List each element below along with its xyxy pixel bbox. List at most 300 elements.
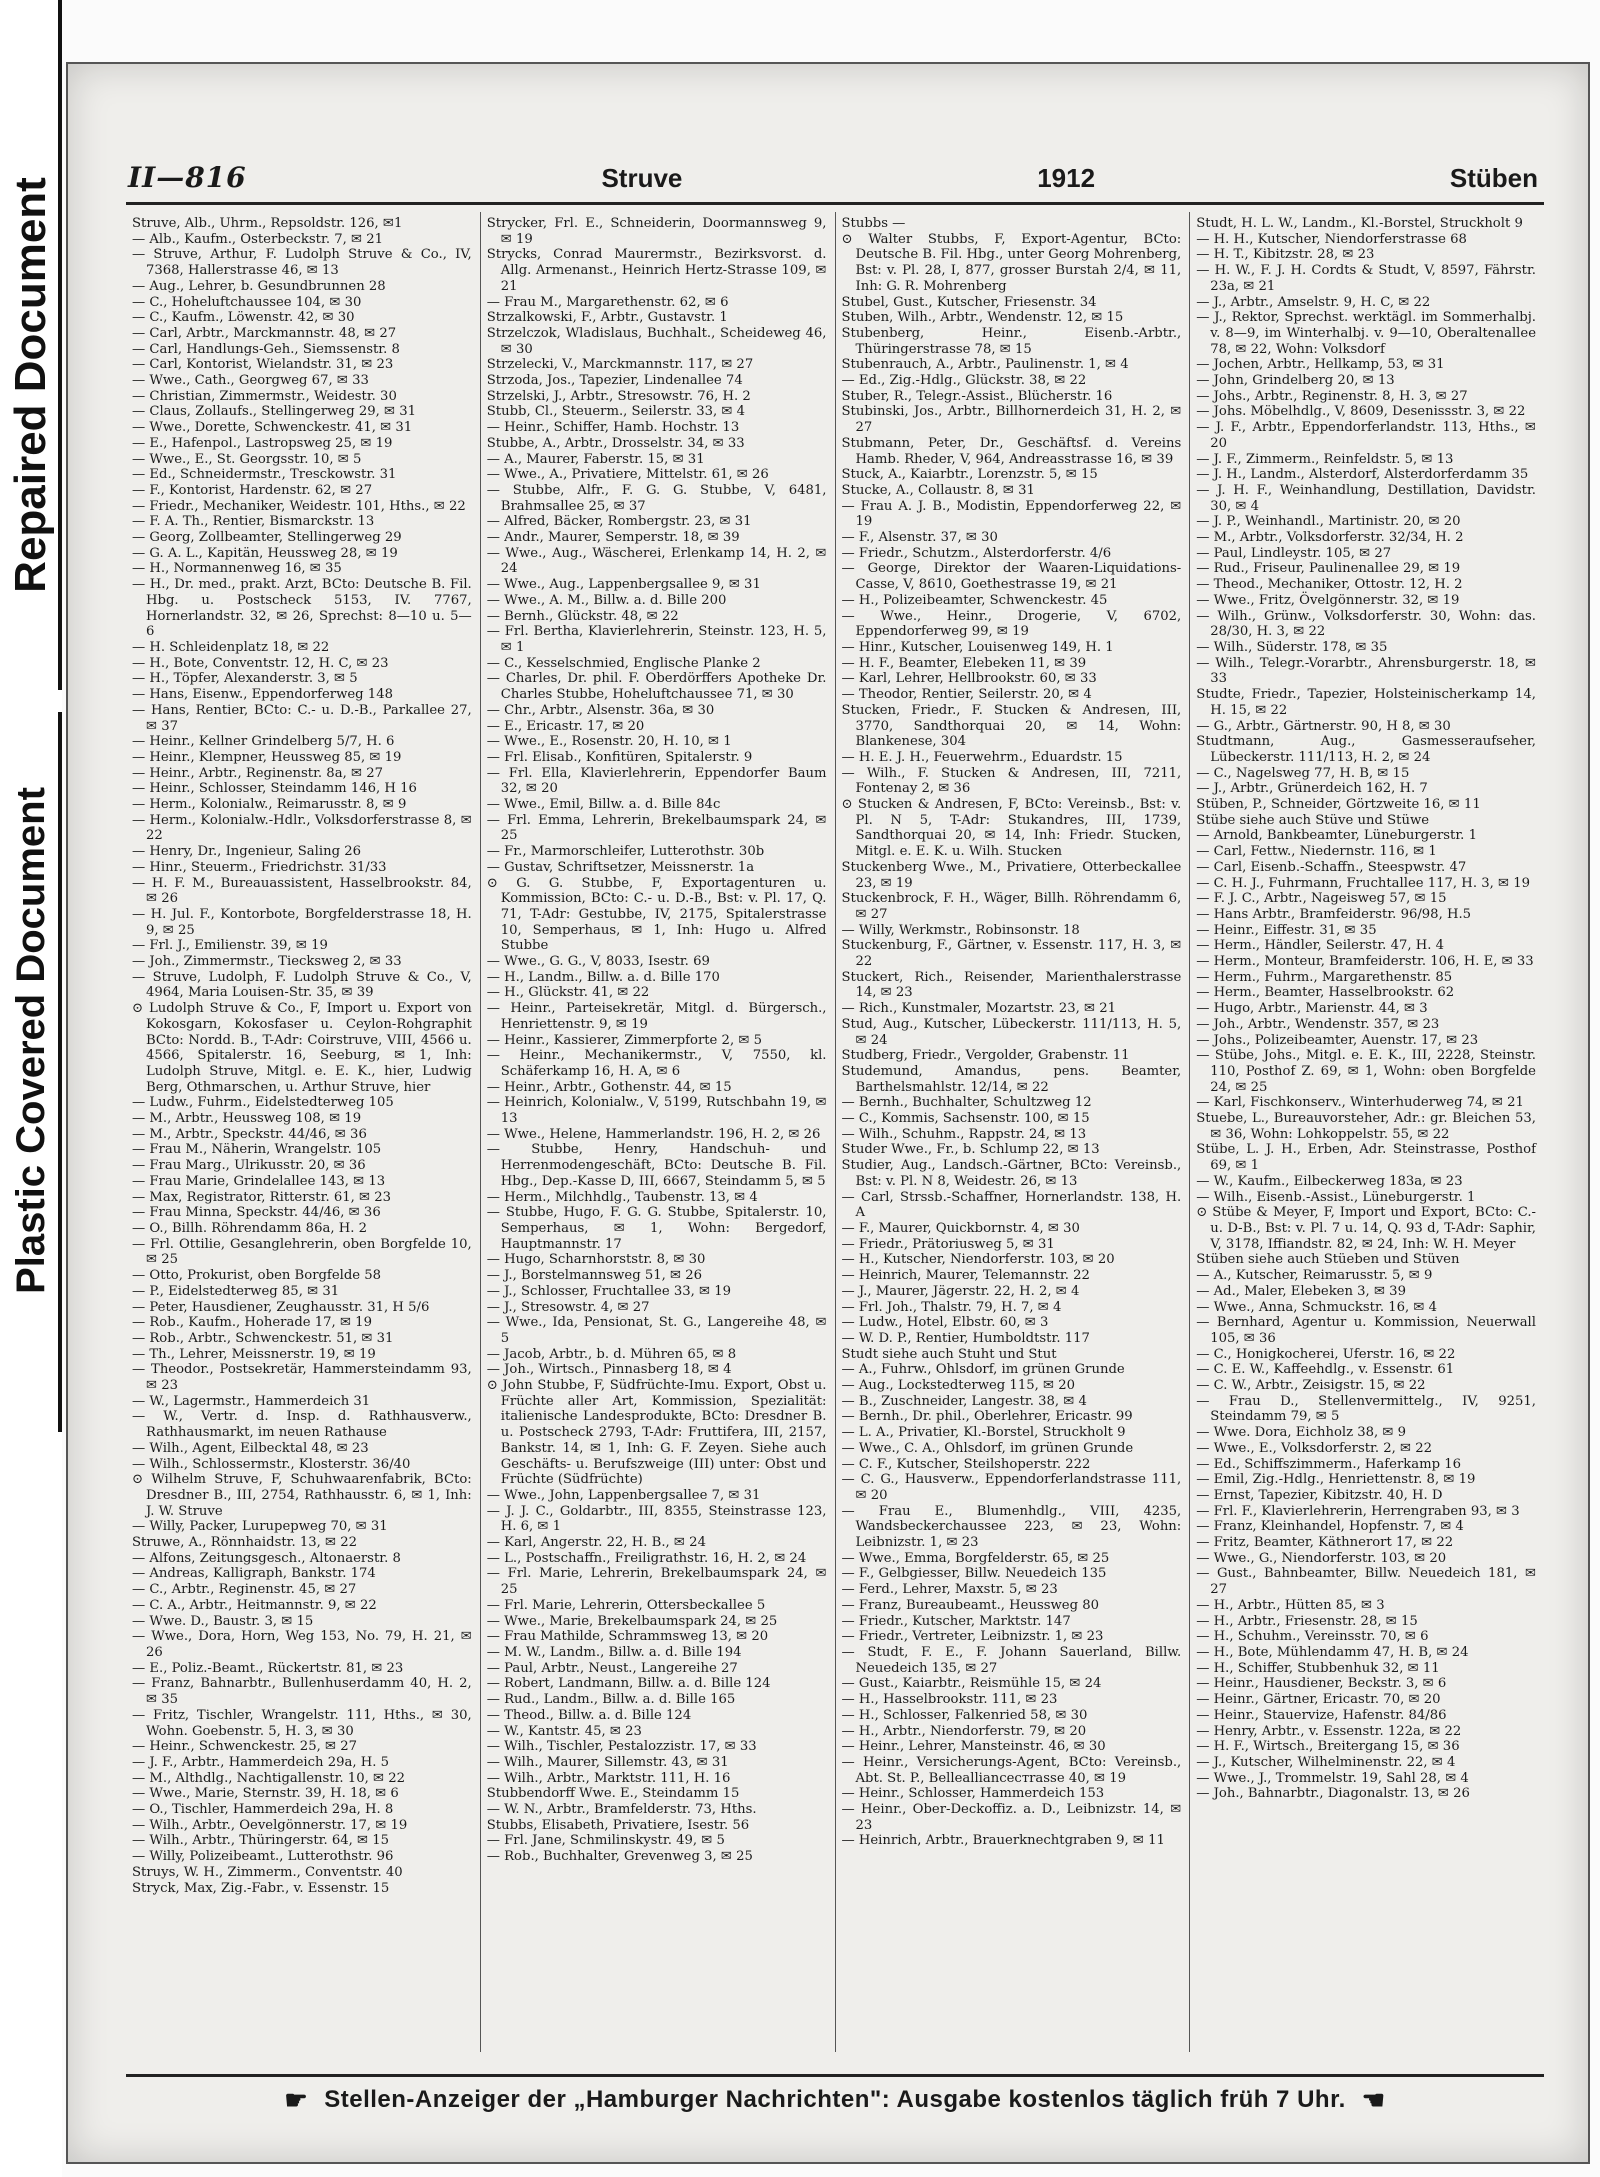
directory-entry: — Fr., Marmorschleifer, Lutterothstr. 30b <box>486 844 765 860</box>
directory-entry: — George, Direktor der Waaren-Liquidations-Casse, V, 8610, Goethestrasse 19, ✉ 21 <box>841 561 1182 593</box>
directory-entry: Strycker, Frl. E., Schneiderin, Doormannsweg 9, ✉ 19 <box>486 216 827 247</box>
directory-entry: — Andreas, Kalligraph, Bankstr. 174 <box>132 1566 376 1582</box>
directory-entry: — Frl. Marie, Lehrerin, Ottersbeckallee 5 <box>486 1597 766 1613</box>
directory-entry: — Ed., Schiffszimmerm., Haferkamp 16 <box>1196 1456 1462 1472</box>
directory-entry: — Stubbe, Alfr., F. G. G. Stubbe, V, 6481, Brahmsallee 25, ✉ 37 <box>486 482 827 514</box>
directory-entry: Stübe, L. J. H., Erben, Adr. Steinstrasse, Posthof 69, ✉ 1 <box>1196 1142 1536 1174</box>
footer-text: Stellen-Anzeiger der „Hamburger Nachrichten": Ausgabe kostenlos täglich früh 7 Uhr. <box>324 2086 1346 2113</box>
directory-entry: — Wwe., John, Lappenbergsallee 7, ✉ 31 <box>486 1487 761 1503</box>
directory-entry: — Heinr., Hausdiener, Beckstr. 3, ✉ 6 <box>1196 1676 1447 1692</box>
directory-entry: — H., Landm., Billw. a. d. Bille 170 <box>486 969 720 985</box>
directory-entry: — Wwe., E., Rosenstr. 20, H. 10, ✉ 1 <box>486 734 732 750</box>
sidebar-divider <box>58 712 62 1432</box>
directory-entry: — F., Gelbgiesser, Billw. Neuedeich 135 <box>841 1566 1107 1582</box>
directory-entry: — Friedr., Schutzm., Alsterdorferstr. 4/6 <box>841 545 1112 561</box>
directory-entry: — Wilh., Tischler, Pestalozzistr. 17, ✉ 33 <box>486 1739 757 1755</box>
directory-entry: — H., Töpfer, Alexanderstr. 3, ✉ 5 <box>132 671 358 687</box>
directory-entry: — Frau E., Blumenhdlg., VIII, 4235, Wandsbeckerchaussee 223, ✉ 23, Wohn: Leibnizstr. 1, ✉ 23 <box>841 1503 1182 1551</box>
directory-entry: — Frau Marg., Ulrikusstr. 20, ✉ 36 <box>132 1158 366 1174</box>
directory-entry: Stubinski, Jos., Arbtr., Billhornerdeich 31, H. 2, ✉ 27 <box>841 404 1182 436</box>
directory-entry: — Struve, Ludolph, F. Ludolph Struve & Co., V, 4964, Maria Louisen-Str. 35, ✉ 39 <box>132 969 472 1001</box>
directory-entry: Struys, W. H., Zimmerm., Conventstr. 40 <box>132 1864 403 1880</box>
directory-entry: — H. E. J. H., Feuerwehrm., Eduardstr. 15 <box>841 749 1123 765</box>
directory-entry: — J., Arbtr., Grünerdeich 162, H. 7 <box>1196 781 1428 797</box>
directory-entry: Stuckenburg, F., Gärtner, v. Essenstr. 117, H. 3, ✉ 22 <box>841 938 1182 970</box>
directory-entry: — Heinr., Parteisekretär, Mitgl. d. Bürgersch., Henriettenstr. 9, ✉ 19 <box>486 1001 827 1032</box>
directory-entry: — Heinr., Versicherungs-Agent, BCto: Vereinsb., Abt. St. P., Belleallianceстrasse 40, ✉ 19 <box>841 1754 1182 1786</box>
directory-entry: Stubb, Cl., Steuerm., Seilerstr. 33, ✉ 4 <box>486 404 746 420</box>
directory-entry: — Carl, Kontorist, Wielandstr. 31, ✉ 23 <box>132 357 394 373</box>
directory-entry: — A., Kutscher, Reimarusstr. 5, ✉ 9 <box>1196 1268 1433 1284</box>
directory-entry: — Herm., Kolonialw.-Hdlr., Volksdorferstrasse 8, ✉ 22 <box>132 812 472 844</box>
directory-entry: — Heinrich, Arbtr., Brauerknechtgraben 9, ✉ 11 <box>841 1833 1165 1849</box>
directory-entry: — Christian, Zimmermstr., Weidestr. 30 <box>132 388 397 404</box>
directory-entry: — Hans, Rentier, BCto: C.- u. D.-B., Parkallee 27, ✉ 37 <box>132 702 472 734</box>
directory-entry: — Frau Minna, Speckstr. 44/46, ✉ 36 <box>132 1205 381 1221</box>
directory-entry: — Henry, Arbtr., v. Essenstr. 122a, ✉ 22 <box>1196 1723 1462 1739</box>
directory-entry: — Frl. Marie, Lehrerin, Brekelbaumspark 24, ✉ 25 <box>486 1566 827 1598</box>
directory-entry: — Jacob, Arbtr., b. d. Mühren 65, ✉ 8 <box>486 1346 737 1362</box>
directory-entry: — F., Maurer, Quickbornstr. 4, ✉ 30 <box>841 1221 1080 1236</box>
directory-entry: — Wwe. Dora, Eichholz 38, ✉ 9 <box>1196 1425 1407 1441</box>
directory-entry: — M., Arbtr., Heussweg 108, ✉ 19 <box>132 1111 362 1127</box>
directory-entry: — Herm., Beamter, Hasselbrookstr. 62 <box>1196 985 1455 1001</box>
header-year: 1912 <box>1037 163 1096 193</box>
directory-entry: — Wilh., Arbtr., Marktstr. 111, H. 16 <box>486 1770 731 1786</box>
directory-entry: — Frau M., Näherin, Wrangelstr. 105 <box>132 1142 382 1158</box>
directory-entry: — J. H. F., Weinhandlung, Destillation, Davidstr. 30, ✉ 4 <box>1196 482 1536 514</box>
directory-entry: — Heinr., Eiffestr. 31, ✉ 35 <box>1196 922 1377 938</box>
directory-entry: Strzelski, J., Arbtr., Stresowstr. 76, H. 2 <box>486 388 751 404</box>
directory-entry: — Stubbe, Hugo, F. G. G. Stubbe, Spitalerstr. 10, Semperhaus, ✉ 1, Wohn: Bergedorf, Hauptmannstr. 17 <box>486 1205 827 1252</box>
directory-entry: Strycks, Conrad Maurermstr., Bezirksvorst. d. Allg. Armenanst., Heinrich Hertz-Strasse 109, ✉ 21 <box>486 247 827 294</box>
directory-entry: — Wilh., Grünw., Volksdorferstr. 30, Wohn: das. 28/30, H. 3, ✉ 22 <box>1196 608 1536 640</box>
directory-column-4 <box>1190 212 1544 2052</box>
directory-entry: Stuber, R., Telegr.-Assist., Blücherstr. 16 <box>841 388 1113 404</box>
directory-entry: — W., Kaufm., Eilbeckerweg 183a, ✉ 23 <box>1196 1173 1463 1189</box>
directory-entry: Stubbs — <box>841 216 906 231</box>
directory-entry: — Hinr., Kutscher, Louisenweg 149, H. 1 <box>841 639 1114 655</box>
directory-entry: Strzalkowski, F., Arbtr., Gustavstr. 1 <box>486 310 728 326</box>
directory-entry: Stuck, A., Kaiarbtr., Lorenzstr. 5, ✉ 15 <box>841 467 1098 483</box>
directory-entry: — C. W., Arbtr., Zeisigstr. 15, ✉ 22 <box>1196 1378 1426 1394</box>
directory-entry: Studberg, Friedr., Vergolder, Grabenstr. 11 <box>841 1048 1130 1064</box>
directory-entry: — Carl, Fettw., Niedernstr. 116, ✉ 1 <box>1196 844 1437 860</box>
pointing-hand-icon: ☛ <box>284 2084 309 2115</box>
directory-entry: — Studt, F. E., F. Johann Sauerland, Billw. Neuedeich 135, ✉ 27 <box>841 1644 1182 1676</box>
directory-entry: — Wwe., Ida, Pensionat, St. G., Langereihe 48, ✉ 5 <box>486 1315 827 1346</box>
directory-entry: — Aug., Lockstedterweg 115, ✉ 20 <box>841 1378 1076 1394</box>
directory-entry: — J. F., Zimmerm., Reinfeldstr. 5, ✉ 13 <box>1196 451 1454 467</box>
directory-entry: — H., Arbtr., Hütten 85, ✉ 3 <box>1196 1597 1385 1613</box>
directory-entry: — Frl. Bertha, Klavierlehrerin, Steinstr. 123, H. 5, ✉ 1 <box>486 624 827 655</box>
directory-entry: — Wilh., Schuhm., Rappstr. 24, ✉ 13 <box>841 1126 1087 1142</box>
directory-entry: — Frau M., Margarethenstr. 62, ✉ 6 <box>486 294 729 310</box>
directory-entry: — Wwe., J., Trommelstr. 19, Sahl 28, ✉ 4 <box>1196 1770 1469 1786</box>
directory-entry: — Wwe., Emil, Billw. a. d. Bille 84c <box>486 797 721 813</box>
directory-entry: — Gustav, Schriftsetzer, Meissnerstr. 1a <box>486 859 755 875</box>
directory-entry: — G., Arbtr., Gärtnerstr. 90, H 8, ✉ 30 <box>1196 718 1451 734</box>
directory-entry: — G. A. L., Kapitän, Heussweg 28, ✉ 19 <box>132 545 398 561</box>
directory-entry: — Heinr., Schlosser, Steindamm 146, H 16 <box>132 781 417 797</box>
directory-entry: — B., Zuschneider, Langestr. 38, ✉ 4 <box>841 1393 1087 1409</box>
directory-entry: — Struve, Arthur, F. Ludolph Struve & Co., IV, 7368, Hallerstrasse 46, ✉ 13 <box>132 247 472 279</box>
directory-entry: — P., Eidelstedterweg 85, ✉ 31 <box>132 1283 340 1299</box>
sidebar-divider <box>58 0 62 690</box>
directory-entry: — H., Dr. med., prakt. Arzt, BCto: Deutsche B. Fil. Hbg. u. Postscheck 5153, IV. 7767, Hornerlandstr. 32, ✉ 26, Sprechst: 8—10 u. 5—6 <box>132 577 472 640</box>
directory-entry: — Willy, Polizeibeamt., Lutterothstr. 96 <box>132 1849 394 1865</box>
directory-entry: — H., Kutscher, Niendorferstr. 103, ✉ 20 <box>841 1252 1115 1268</box>
directory-entry: — C., Arbtr., Reginenstr. 45, ✉ 27 <box>132 1582 357 1598</box>
directory-entry: — Joh., Wirtsch., Pinnasberg 18, ✉ 4 <box>486 1362 732 1378</box>
directory-entry: — A., Maurer, Faberstr. 15, ✉ 31 <box>486 451 705 467</box>
directory-entry: — J., Stresowstr. 4, ✉ 27 <box>486 1299 650 1315</box>
directory-entry: — Herm., Monteur, Bramfeiderstr. 106, H. E, ✉ 33 <box>1196 954 1534 970</box>
directory-entry: — Alb., Kaufm., Osterbeckstr. 7, ✉ 21 <box>132 231 384 247</box>
directory-entry: Stryck, Max, Zig.-Fabr., v. Essenstr. 15 <box>132 1880 390 1896</box>
directory-entry: — Wwe., Aug., Wäscherei, Erlenkamp 14, H. 2, ✉ 24 <box>486 545 827 577</box>
directory-entry: — Wilh., Süderstr. 178, ✉ 35 <box>1196 639 1388 655</box>
directory-entry: — J. P., Weinhandl., Martinistr. 20, ✉ 20 <box>1196 514 1461 530</box>
directory-entry: — Jochen, Arbtr., Hellkamp, 53, ✉ 31 <box>1196 357 1445 373</box>
directory-entry: — Friedr., Mechaniker, Weidestr. 101, Hths., ✉ 22 <box>132 498 466 514</box>
directory-entry: — Heinr., Mechanikermstr., V, 7550, kl. Schäferkamp 16, H. A, ✉ 6 <box>486 1048 827 1079</box>
directory-entry: Stuben, Wilh., Arbtr., Wendenstr. 12, ✉ 15 <box>841 310 1124 326</box>
directory-column-1 <box>126 212 481 2052</box>
directory-entry: — H., Arbtr., Niendorferstr. 79, ✉ 20 <box>841 1723 1087 1739</box>
directory-entry: — Frau Marie, Grindelallee 143, ✉ 13 <box>132 1173 386 1189</box>
directory-entry: — J. F., Arbtr., Eppendorferlandstr. 113, Hths., ✉ 20 <box>1196 420 1536 451</box>
directory-entry: ⊙ G. G. Stubbe, F, Exportagenturen u. Kommission, BCto: C.- u. D.-B., Bst: v. Pl. 17, Q. 71, T-Adr: Gestubbe, IV, 2175, Spitalerstrasse 10, Semperhaus, ✉ 1, Inh: Hugo u. Alfred Stubbe <box>486 875 827 954</box>
directory-entry: — Wwe., G., Niendorferstr. 103, ✉ 20 <box>1196 1550 1447 1566</box>
directory-entry: ⊙ John Stubbe, F, Südfrüchte-Imu. Export, Obst u. Früchte aller Art, Kommission, Spezialität: italienische Landesprodukte, BCto: Dresdner B. u. Postscheck 2793, T-Adr: Fruttifera, III, 2157, Bankstr. 14, ✉ 1, Inh: G. F. Zeyen. Siehe auch Geschäfts- u. Berufszweige (III) unter: Obst und Früchte (Südfrüchte) <box>486 1378 827 1488</box>
directory-entry: — J., Borstelmannsweg 51, ✉ 26 <box>486 1268 703 1284</box>
directory-entry: — Bernh., Glückstr. 48, ✉ 22 <box>486 608 679 624</box>
directory-entry: — Frl. F., Klavierlehrerin, Herrengraben 93, ✉ 3 <box>1196 1503 1520 1519</box>
directory-entry: — C. E. W., Kaffeehdlg., v. Essenstr. 61 <box>1196 1362 1455 1378</box>
directory-entry: — Wwe., A., Privatiere, Mittelstr. 61, ✉ 26 <box>486 467 769 483</box>
directory-entry: — O., Tischler, Hammerdeich 29a, H. 8 <box>132 1802 394 1818</box>
plastic-covered-label: Plastic Covered Document <box>8 786 53 1294</box>
directory-entry: — H. H., Kutscher, Niendorferstrasse 68 <box>1196 231 1467 247</box>
directory-entry: — C., Kommis, Sachsenstr. 100, ✉ 15 <box>841 1111 1090 1127</box>
directory-entry: — Stübe, Johs., Mitgl. e. E. K., III, 2228, Steinstr. 110, Posthof Z. 69, ✉ 1, Wohn: oben Borgfelde 24, ✉ 25 <box>1196 1048 1536 1095</box>
directory-entry: — Joh., Zimmermstr., Tiecksweg 2, ✉ 33 <box>132 954 402 970</box>
directory-entry: — Joh., Arbtr., Wendenstr. 357, ✉ 23 <box>1196 1016 1440 1032</box>
pointing-hand-icon: ☚ <box>1361 2084 1386 2115</box>
directory-entry: — Stubbe, Henry, Handschuh- und Herrenmodengeschäft, BCto: Deutsche B. Fil. Hbg., Dep.-Kasse D, III, 6667, Steindamm 5, ✉ 5 <box>486 1142 827 1189</box>
directory-entry: — Charles, Dr. phil. F. Oberdörffers Apotheke Dr. Charles Stubbe, Hoheluftchaussee 71, ✉ 30 <box>486 671 827 703</box>
directory-entry: Studemund, Amandus, pens. Beamter, Barthelsmahlstr. 12/14, ✉ 22 <box>841 1063 1182 1095</box>
directory-entry: Stuckert, Rich., Reisender, Marienthalerstrasse 14, ✉ 23 <box>841 969 1182 1001</box>
page-header <box>128 144 1538 194</box>
directory-entry: — J., Rektor, Sprechst. werktägl. im Sommerhalbj. v. 8—9, im Winterhalbj. v. 9—10, Oberaltenallee 78, ✉ 22, Wohn: Volksdorf <box>1196 310 1536 357</box>
directory-entry: — Heinr., Stauervize, Hafenstr. 84/86 <box>1196 1707 1447 1723</box>
directory-entry: — Frl. Ella, Klavierlehrerin, Eppendorfer Baum 32, ✉ 20 <box>486 765 827 797</box>
page-footer-advert <box>126 2074 1544 2123</box>
directory-entry: — L. A., Privatier, Kl.-Borstel, Struckholt 9 <box>841 1425 1126 1441</box>
directory-entry: — Wilh., Schlossermstr., Klosterstr. 36/40 <box>132 1456 411 1472</box>
directory-entry: — H. T., Kibitzstr. 28, ✉ 23 <box>1196 247 1375 263</box>
directory-entry: — H. Schleidenplatz 18, ✉ 22 <box>132 639 330 655</box>
directory-entry: — Franz, Kleinhandel, Hopfenstr. 7, ✉ 4 <box>1196 1519 1464 1535</box>
directory-entry: — Carl, Eisenb.-Schaffn., Steespwstr. 47 <box>1196 859 1467 875</box>
directory-entry: — Hans, Eisenw., Eppendorferweg 148 <box>132 687 393 703</box>
directory-entry: — Hinr., Steuerm., Friedrichstr. 31/33 <box>132 859 387 875</box>
directory-entry: — J. J. C., Goldarbtr., III, 8355, Steinstrasse 123, H. 6, ✉ 1 <box>486 1503 827 1535</box>
directory-entry: — W. D. P., Rentier, Humboldtstr. 117 <box>841 1330 1090 1346</box>
directory-entry: — Max, Registrator, Ritterstr. 61, ✉ 23 <box>132 1189 392 1205</box>
repaired-document-label: Repaired Document <box>6 177 56 593</box>
directory-entry: Stubbs, Elisabeth, Privatiere, Isestr. 56 <box>486 1817 750 1833</box>
directory-entry: — Paul, Lindleystr. 105, ✉ 27 <box>1196 545 1392 561</box>
directory-entry: — F. J. C., Arbtr., Nageisweg 57, ✉ 15 <box>1196 891 1447 907</box>
directory-entry: — F., Alsenstr. 37, ✉ 30 <box>841 530 998 546</box>
directory-entry: — Heinrich, Maurer, Telemannstr. 22 <box>841 1268 1090 1284</box>
directory-entry: — Henry, Dr., Ingenieur, Saling 26 <box>132 844 361 860</box>
directory-entry: Stübe siehe auch Stüve und Stüwe <box>1196 812 1430 828</box>
directory-entry: — Carl, Handlungs-Geh., Siemssenstr. 8 <box>132 341 400 357</box>
directory-entry: — Heinr., Kellner Grindelberg 5/7, H. 6 <box>132 734 395 750</box>
directory-entry: — Gust., Kaiarbtr., Reismühle 15, ✉ 24 <box>841 1676 1102 1692</box>
directory-entry: — W., Vertr. d. Insp. d. Rathhausverw., Rathhausmarkt, im neuen Rathause <box>132 1409 472 1441</box>
directory-entry: — Andr., Maurer, Semperstr. 18, ✉ 39 <box>486 530 740 546</box>
directory-entry: — O., Billh. Röhrendamm 86a, H. 2 <box>132 1221 367 1236</box>
directory-entry: — Willy, Packer, Lurupерweg 70, ✉ 31 <box>132 1519 388 1535</box>
archive-sidebar <box>0 0 62 2177</box>
directory-entry: — H., Schlosser, Falkenried 58, ✉ 30 <box>841 1707 1088 1723</box>
directory-entry: — Heinr., Arbtr., Reginenstr. 8a, ✉ 27 <box>132 765 383 781</box>
directory-entry: — Rud., Friseur, Paulinenallee 29, ✉ 19 <box>1196 561 1461 577</box>
directory-entry: — J. H., Landm., Alsterdorf, Alsterdorferdamm 35 <box>1196 467 1529 483</box>
directory-entry: — Willy, Werkmstr., Robinsonstr. 18 <box>841 922 1080 938</box>
directory-entry: — J., Kutscher, Wilhelminenstr. 22, ✉ 4 <box>1196 1754 1456 1770</box>
directory-entry: — J., Arbtr., Amselstr. 9, H. C, ✉ 22 <box>1196 294 1431 310</box>
directory-entry: — Robert, Landmann, Billw. a. d. Bille 124 <box>486 1676 771 1692</box>
directory-entry: Stucke, A., Collaustr. 8, ✉ 31 <box>841 482 1035 498</box>
directory-page <box>66 62 1590 2164</box>
directory-entry: — Rich., Kunstmaler, Mozartstr. 23, ✉ 21 <box>841 1001 1117 1017</box>
directory-entry: — C., Nagelsweg 77, H. B, ✉ 15 <box>1196 765 1410 781</box>
directory-entry: ⊙ Wilhelm Struve, F, Schuhwaarenfabrik, BCto: Dresdner B., III, 2754, Rathhausstr. 6, ✉ 1, Inh: J. W. Struve <box>132 1472 472 1519</box>
directory-entry: — Alfred, Bäcker, Rombergstr. 23, ✉ 31 <box>486 514 752 530</box>
directory-entry: — Wwe. D., Baustr. 3, ✉ 15 <box>132 1613 314 1629</box>
directory-columns <box>126 212 1544 2052</box>
directory-entry: — John, Grindelberg 20, ✉ 13 <box>1196 373 1395 389</box>
directory-entry: Stüben siehe auch Stüeben und Stüven <box>1196 1252 1460 1268</box>
directory-entry: Stüben, P., Schneider, Görtzweite 16, ✉ 11 <box>1196 797 1481 813</box>
directory-entry: — Franz, Bureaubeamt., Heussweg 80 <box>841 1597 1099 1613</box>
directory-entry: Studt, H. L. W., Landm., Kl.-Borstel, Struckholt 9 <box>1196 216 1523 231</box>
directory-entry: — Ed., Schneidermstr., Tresckowstr. 31 <box>132 467 397 483</box>
header-rule <box>126 202 1544 205</box>
directory-entry: — Herm., Fuhrm., Margarethenstr. 85 <box>1196 969 1453 985</box>
directory-entry: — J., Maurer, Jägerstr. 22, H. 2, ✉ 4 <box>841 1283 1080 1299</box>
directory-entry: — Heinr., Klempner, Heussweg 85, ✉ 19 <box>132 749 402 765</box>
directory-entry: — Ad., Maler, Elebeken 3, ✉ 39 <box>1196 1283 1406 1299</box>
directory-entry: — F., Kontorist, Hardenstr. 62, ✉ 27 <box>132 482 373 498</box>
directory-entry: — Theod., Mechaniker, Ottostr. 12, H. 2 <box>1196 577 1463 593</box>
directory-entry: — Wilh., Agent, Eilbecktal 48, ✉ 23 <box>132 1440 369 1456</box>
directory-entry: Strzoda, Jos., Tapezier, Lindenallee 74 <box>486 373 743 389</box>
directory-entry: — Frau Mathilde, Schrammsweg 13, ✉ 20 <box>486 1629 769 1645</box>
directory-entry: Studier, Aug., Landsch.-Gärtner, BCto: Vereinsb., Bst: v. Pl. N 8, Weidestr. 26, ✉ 13 <box>841 1158 1182 1189</box>
directory-entry: ⊙ Stübe & Meyer, F, Import und Export, BCto: C.- u. D-B., Bst: v. Pl. 7 u. 14, Q. 93 d, T-Adr: Saphir, V, 3178, Iffiandstr. 82, ✉ 24, Inh: W. H. Meyer <box>1196 1205 1536 1252</box>
directory-entry: Strzelecki, V., Marckmannstr. 117, ✉ 27 <box>486 357 754 373</box>
directory-entry: — M., Arbtr., Volksdorferstr. 32/34, H. 2 <box>1196 530 1464 546</box>
directory-entry: — Wilh., Eisenb.-Assist., Lüneburgerstr. 1 <box>1196 1189 1476 1205</box>
directory-entry: Stuckenbrock, F. H., Wäger, Billh. Röhrendamm 6, ✉ 27 <box>841 891 1182 922</box>
directory-entry: Stubel, Gust., Kutscher, Friesenstr. 34 <box>841 294 1097 310</box>
directory-entry: — Bernh., Buchhalter, Schultzweg 12 <box>841 1095 1092 1111</box>
directory-entry: — M. W., Landm., Billw. a. d. Bille 194 <box>486 1644 742 1660</box>
directory-entry: — Frl. Joh., Thalstr. 79, H. 7, ✉ 4 <box>841 1299 1062 1315</box>
directory-entry: — Wilh., Maurer, Sillemstr. 43, ✉ 31 <box>486 1754 729 1770</box>
directory-entry: — Wwe., Heinr., Drogerie, V, 6702, Eppendorferweg 99, ✉ 19 <box>841 608 1182 640</box>
directory-entry: — Rob., Kaufm., Hoheradе 17, ✉ 19 <box>132 1315 372 1331</box>
directory-entry: — Frl. Emma, Lehrerin, Brekelbaumspark 24, ✉ 25 <box>486 812 827 844</box>
directory-entry: — Wilh., F. Stucken & Andresen, III, 7211, Fontenay 2, ✉ 36 <box>841 765 1182 797</box>
directory-entry: — Joh., Bahnarbtr., Diagonalstr. 13, ✉ 26 <box>1196 1786 1470 1802</box>
directory-entry: — Karl, Angerstr. 22, H. B., ✉ 24 <box>486 1535 706 1551</box>
directory-entry: — Frau D., Stellenvermittelg., IV, 9251, Steindamm 79, ✉ 5 <box>1196 1393 1536 1425</box>
directory-entry: — Gust., Bahnbeamter, Billw. Neuedeich 181, ✉ 27 <box>1196 1566 1536 1598</box>
directory-entry: — H., Bote, Mühlendamm 47, H. B, ✉ 24 <box>1196 1644 1469 1660</box>
directory-entry: — Herm., Händler, Seilerstr. 47, H. 4 <box>1196 938 1445 954</box>
directory-entry: — L., Postschaffn., Freiligrathstr. 16, H. 2, ✉ 24 <box>486 1550 807 1566</box>
directory-entry: — Frau A. J. B., Modistin, Eppendorferweg 22, ✉ 19 <box>841 498 1182 530</box>
directory-entry: — Heinr., Schlosser, Hammerdeich 153 <box>841 1786 1105 1802</box>
directory-entry: Stubenberg, Heinr., Eisenb.-Arbtr., Thüringerstrasse 78, ✉ 15 <box>841 325 1182 357</box>
directory-entry: — Friedr., Kutscher, Marktstr. 147 <box>841 1613 1071 1629</box>
directory-entry: Stuckenberg Wwe., M., Privatiere, Otterbeckallee 23, ✉ 19 <box>841 859 1182 891</box>
directory-entry: — Wwe., C. A., Ohlsdorf, im grünen Grunde <box>841 1440 1134 1456</box>
directory-entry: — Fritz, Beamter, Käthnerort 17, ✉ 22 <box>1196 1535 1454 1551</box>
directory-entry: — W., Lagermstr., Hammerdeich 31 <box>132 1393 371 1409</box>
directory-entry: — H. Jul. F., Kontorbote, Borgfelderstrasse 18, H. 9, ✉ 25 <box>132 906 472 938</box>
directory-entry: — Wilh., Telegr.-Vorarbtr., Ahrensburgerstr. 18, ✉ 33 <box>1196 655 1536 687</box>
header-right-word: Stüben <box>1449 163 1538 193</box>
header-left-word: Struve <box>601 163 683 193</box>
directory-entry: — Wilh., Arbtr., Oevelgönnerstr. 17, ✉ 19 <box>132 1817 408 1833</box>
directory-entry: — Wwe., Marie, Sternstr. 39, H. 18, ✉ 6 <box>132 1786 399 1802</box>
directory-entry: — Rud., Landm., Billw. a. d. Bille 165 <box>486 1692 736 1708</box>
directory-entry: — Wwe., E., Volksdorferstr. 2, ✉ 22 <box>1196 1440 1433 1456</box>
directory-entry: — Heinrich, Kolonialw., V, 5199, Rutschbahn 19, ✉ 13 <box>486 1095 827 1127</box>
directory-entry: — Rob., Arbtr., Schwenckestr. 51, ✉ 31 <box>132 1330 394 1346</box>
directory-entry: — E., Ericastr. 17, ✉ 20 <box>486 718 645 734</box>
directory-entry: — Alfons, Zeitungsgesch., Altonaerstr. 8 <box>132 1550 401 1566</box>
directory-entry: — Ernst, Tapezier, Kibitzstr. 40, H. D <box>1196 1487 1443 1503</box>
directory-entry: — Wwe., Anna, Schmuckstr. 16, ✉ 4 <box>1196 1299 1437 1315</box>
directory-entry: Studte, Friedr., Tapezier, Holsteinischerkamp 14, H. 15, ✉ 22 <box>1196 687 1536 718</box>
directory-entry: — Ludw., Hotel, Elbstr. 60, ✉ 3 <box>841 1315 1049 1331</box>
directory-entry: Stubenrauch, A., Arbtr., Paulinenstr. 1, ✉ 4 <box>841 357 1129 373</box>
directory-entry: Stubmann, Peter, Dr., Geschäftsf. d. Vereins Hamb. Rheder, V, 964, Andreasstrasse 16, ✉ 39 <box>841 435 1182 467</box>
directory-entry: — Herm., Milchhdlg., Taubenstr. 13, ✉ 4 <box>486 1189 758 1205</box>
directory-entry: — Theod., Billw. a. d. Bille 124 <box>486 1707 692 1723</box>
directory-entry: ⊙ Walter Stubbs, F, Export-Agentur, BCto: Deutsche B. Fil. Hbg., unter Georg Mohrenberg, Bst: v. Pl. 28, I, 877, grosser Burstah 2/4, ✉ 11, Inh: G. R. Mohrenberg <box>841 231 1182 294</box>
directory-entry: — Wwe., Marie, Brekelbaumspark 24, ✉ 25 <box>486 1613 778 1629</box>
directory-entry: — Theodor, Rentier, Seilerstr. 20, ✉ 4 <box>841 687 1092 703</box>
directory-entry: — Peter, Hausdiener, Zeughausstr. 31, H 5/6 <box>132 1299 430 1315</box>
directory-entry: — A., Fuhrw., Ohlsdorf, im grünen Grunde <box>841 1362 1125 1378</box>
directory-entry: — M., Arbtr., Speckstr. 44/46, ✉ 36 <box>132 1126 367 1142</box>
directory-entry: Studt siehe auch Stuht und Stut <box>841 1346 1057 1362</box>
directory-entry: — C. H. J., Fuhrmann, Fruchtallee 117, H. 3, ✉ 19 <box>1196 875 1530 891</box>
directory-entry: — Heinr., Kassierer, Zimmerpforte 2, ✉ 5 <box>486 1032 762 1048</box>
directory-entry: — C., Honigkocherei, Uferstr. 16, ✉ 22 <box>1196 1346 1456 1362</box>
directory-entry: — Heinr., Ober-Deckoffiz. a. D., Leibnizstr. 14, ✉ 23 <box>841 1802 1182 1833</box>
directory-entry: — Franz, Bahnarbtr., Bullenhuserdamm 40, H. 2, ✉ 35 <box>132 1676 472 1708</box>
directory-entry: — Aug., Lehrer, b. Gesundbrunnen 28 <box>132 278 386 294</box>
directory-entry: — C. G., Hausverw., Eppendorferlandstrasse 111, ✉ 20 <box>841 1472 1182 1503</box>
directory-entry: — Carl, Strssb.-Schaffner, Hornerlandstr. 138, H. A <box>841 1189 1182 1221</box>
directory-entry: Stubbendorff Wwe. E., Steindamm 15 <box>486 1786 740 1802</box>
directory-entry: — H., Schiffer, Stubbenhuk 32, ✉ 11 <box>1196 1660 1440 1676</box>
directory-entry: Studer Wwe., Fr., b. Schlump 22, ✉ 13 <box>841 1142 1100 1158</box>
directory-entry: — H., Polizeibeamter, Schwenckestr. 45 <box>841 592 1108 608</box>
directory-entry: — C., Kesselschmied, Englische Planke 2 <box>486 655 761 671</box>
directory-entry: — Heinr., Schiffer, Hamb. Hochstr. 13 <box>486 420 740 436</box>
directory-entry: — E., Hafenpol., Lastropsweg 25, ✉ 19 <box>132 435 393 451</box>
directory-entry: — M., Althdlg., Nachtigallenstr. 10, ✉ 22 <box>132 1770 405 1786</box>
directory-column-3 <box>836 212 1191 2052</box>
directory-entry: — Wwe., Helene, Hammerlandstr. 196, H. 2, ✉ 26 <box>486 1126 821 1142</box>
directory-entry: — Carl, Arbtr., Marckmannstr. 48, ✉ 27 <box>132 325 397 341</box>
directory-entry: — Wwe., Dora, Horn, Weg 153, No. 79, H. 21, ✉ 26 <box>132 1629 472 1660</box>
directory-entry: — Wwe., A. M., Billw. a. d. Bille 200 <box>486 592 727 608</box>
directory-entry: — Georg, Zollbeamter, Stellingerweg 29 <box>132 530 402 546</box>
directory-entry: — Hugo, Arbtr., Marienstr. 44, ✉ 3 <box>1196 1001 1428 1017</box>
directory-entry: — H., Normannenweg 16, ✉ 35 <box>132 561 342 577</box>
directory-entry: — Wwe., Emma, Borgfelderstr. 65, ✉ 25 <box>841 1550 1110 1566</box>
directory-entry: — H., Glückstr. 41, ✉ 22 <box>486 985 650 1001</box>
directory-entry: — Ferd., Lehrer, Maxstr. 5, ✉ 23 <box>841 1582 1058 1598</box>
directory-entry: — Ed., Zig.-Hdlg., Glückstr. 38, ✉ 22 <box>841 373 1087 389</box>
directory-entry: — Ludw., Fuhrm., Eidelstedterweg 105 <box>132 1095 394 1111</box>
directory-entry: — H. F., Beamter, Elebeken 11, ✉ 39 <box>841 655 1087 671</box>
directory-entry: Struwe, A., Rönnhaidstr. 13, ✉ 22 <box>132 1535 358 1551</box>
directory-entry: — Hugo, Scharnhorststr. 8, ✉ 30 <box>486 1252 706 1268</box>
directory-entry: — Otto, Prokurist, oben Borgfelde 58 <box>132 1268 382 1284</box>
directory-entry: — W. N., Arbtr., Bramfelderstr. 73, Hths. <box>486 1802 757 1818</box>
directory-entry: — Wwe., E., St. Georgsstr. 10, ✉ 5 <box>132 451 362 467</box>
directory-entry: — H., Arbtr., Friesenstr. 28, ✉ 15 <box>1196 1613 1418 1629</box>
directory-entry: — Chr., Arbtr., Alsenstr. 36a, ✉ 30 <box>486 702 715 718</box>
directory-entry: ⊙ Ludolph Struve & Co., F, Import u. Export von Kokosgarn, Kokosfaser u. Ceylon-Rohgraphit BCto: Nordd. B., T-Adr: Coirstruve, VIII, 4566 u. 4566, Spitalerstr. 16, Seeburg, ✉ 1, Inh: Ludolph Struve, Mitgl. e. E. K., hier, Ludwig Berg, Othmarschen, u. Arthur Struve, hier <box>132 1001 472 1095</box>
directory-entry: — J. F., Arbtr., Hammerdeich 29a, H. 5 <box>132 1754 390 1770</box>
directory-entry: — Wwe., G. G., V, 8033, Isestr. 69 <box>486 954 710 970</box>
directory-entry: Studtmann, Aug., Gasmesseraufseher, Lübeckerstr. 111/113, H. 2, ✉ 24 <box>1196 734 1536 765</box>
directory-entry: — Wwe., Aug., Lappenbergsallee 9, ✉ 31 <box>486 577 761 593</box>
directory-entry: — W., Kantstr. 45, ✉ 23 <box>486 1723 642 1739</box>
directory-entry: — Johs., Arbtr., Reginenstr. 8, H. 3, ✉ 27 <box>1196 388 1468 404</box>
directory-entry: Stuebe, L., Bureauvorsteher, Adr.: gr. Bleichen 53, ✉ 36, Wohn: Lohkoppelstr. 55, ✉ 22 <box>1196 1111 1536 1142</box>
directory-entry: — Johs., Polizeibeamter, Auenstr. 17, ✉ 23 <box>1196 1032 1479 1048</box>
directory-entry: — Bernh., Dr. phil., Oberlehrer, Ericastr. 99 <box>841 1409 1133 1425</box>
directory-entry: — Karl, Fischkonserv., Winterhuderweg 74, ✉ 21 <box>1196 1095 1524 1111</box>
directory-entry: — C., Hoheluftchaussee 104, ✉ 30 <box>132 294 362 310</box>
directory-entry: — C. F., Kutscher, Steilshoperstr. 222 <box>841 1456 1091 1472</box>
directory-entry: — Friedr., Vertreter, Leibnizstr. 1, ✉ 23 <box>841 1629 1104 1645</box>
directory-entry: — H., Bote, Conventstr. 12, H. C, ✉ 23 <box>132 655 389 671</box>
directory-entry: — J., Schlosser, Fruchtallee 33, ✉ 19 <box>486 1283 732 1299</box>
directory-entry: Struve, Alb., Uhrm., Repsoldstr. 126, ✉1 <box>132 216 403 231</box>
directory-entry: — Emil, Zig.-Hdlg., Henriettenstr. 8, ✉ 19 <box>1196 1472 1476 1488</box>
directory-entry: Stucken, Friedr., F. Stucken & Andresen, III, 3770, Sandthorquai 20, ✉ 14, Wohn: Blankenese, 304 <box>841 702 1182 750</box>
directory-entry: — Frl. Ottilie, Gesanglehrerin, oben Borgfelde 10, ✉ 25 <box>132 1236 472 1268</box>
